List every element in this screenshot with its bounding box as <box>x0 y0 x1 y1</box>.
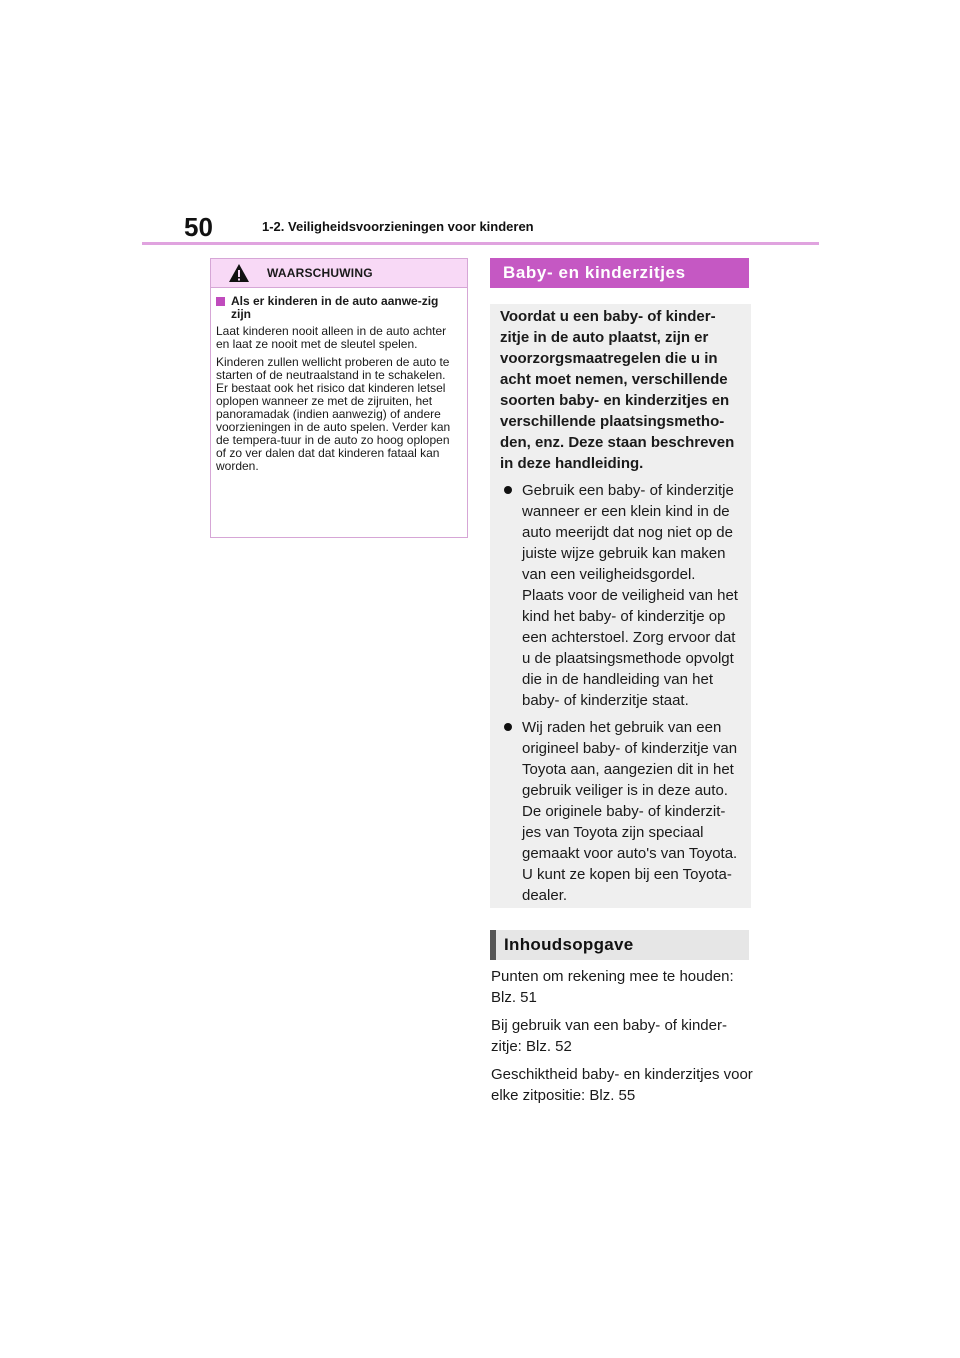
baby-intro: Voordat u een baby- of kinder-zitje in de auto plaatst, zijn er voorzorgsmaatregelen die u in acht moet nemen, verschillende soorten baby- en kinderzitjes en verschillende plaatsingsmetho-den, enz. Deze staan beschreven in deze handleiding. <box>500 308 735 472</box>
toc-list <box>491 966 753 1113</box>
warning-triangle-icon <box>228 263 250 283</box>
baby-section-heading-text: Baby- en kinderzitjes <box>503 263 686 282</box>
warning-paragraph: Kinderen zullen wellicht proberen de auto te starten of de neutraalstand in te schakelen. Er bestaat ook het risico dat kinderen letsel oplopen wanneer ze met de zijruiten, het panoramadak (indien aanwezig) of andere voorzieningen in de auto spelen. Verder kan de tempera-tuur in de auto zo hoog oplopen of zo ver dalen dat dat kinderen fataal kan worden. <box>216 355 451 473</box>
list-item <box>500 717 741 906</box>
warning-body <box>211 288 467 473</box>
list-item <box>500 480 741 711</box>
baby-info-box <box>490 304 751 908</box>
square-bullet-icon <box>216 297 225 306</box>
warning-header <box>211 259 467 288</box>
toc-item[interactable]: Geschiktheid baby- en kinderzitjes voor elke zitpositie: Blz. 55 <box>491 1066 753 1104</box>
toc-heading-text: Inhoudsopgave <box>504 935 634 954</box>
baby-section-heading <box>490 258 749 288</box>
bullet-dot-icon <box>504 486 512 494</box>
toc-heading <box>490 930 749 960</box>
warning-box <box>210 258 468 538</box>
warning-paragraph: Laat kinderen nooit alleen in de auto achter en laat ze nooit met de sleutel spelen. <box>216 324 447 351</box>
bullet-dot-icon <box>504 723 512 731</box>
warning-title: WAARSCHUWING <box>267 266 373 280</box>
toc-item[interactable]: Bij gebruik van een baby- of kinder-zitje: Blz. 52 <box>491 1017 727 1055</box>
toc-item[interactable]: Punten om rekening mee te houden: Blz. 51 <box>491 968 734 1006</box>
header-rule <box>142 242 819 245</box>
list-item-text: Wij raden het gebruik van een origineel baby- of kinderzitje van Toyota aan, aangezien dit in het gebruik veiliger is in deze auto. De originele baby- of kinderzit-jes van Toyota zijn speciaal gemaakt voor auto's van Toyota. U kunt ze kopen bij een Toyota-dealer. <box>522 719 738 904</box>
warning-subheading <box>216 295 459 321</box>
section-title: 1-2. Veiligheidsvoorzieningen voor kinderen <box>262 219 534 234</box>
warning-subheading-text: Als er kinderen in de auto aanwe-zig zijn <box>231 294 439 321</box>
page-number: 50 <box>184 212 213 242</box>
list-item-text: Gebruik een baby- of kinderzitje wanneer er een klein kind in de auto meerijdt dat nog niet op de juiste wijze gebruik kan maken van een veiligheidsgordel. Plaats voor de veiligheid van het kind het baby- of kinderzitje op een achterstoel. Zorg ervoor dat u de plaatsingsmethode opvolgt die in de handleiding van het baby- of kinderzitje staat. <box>522 482 738 709</box>
